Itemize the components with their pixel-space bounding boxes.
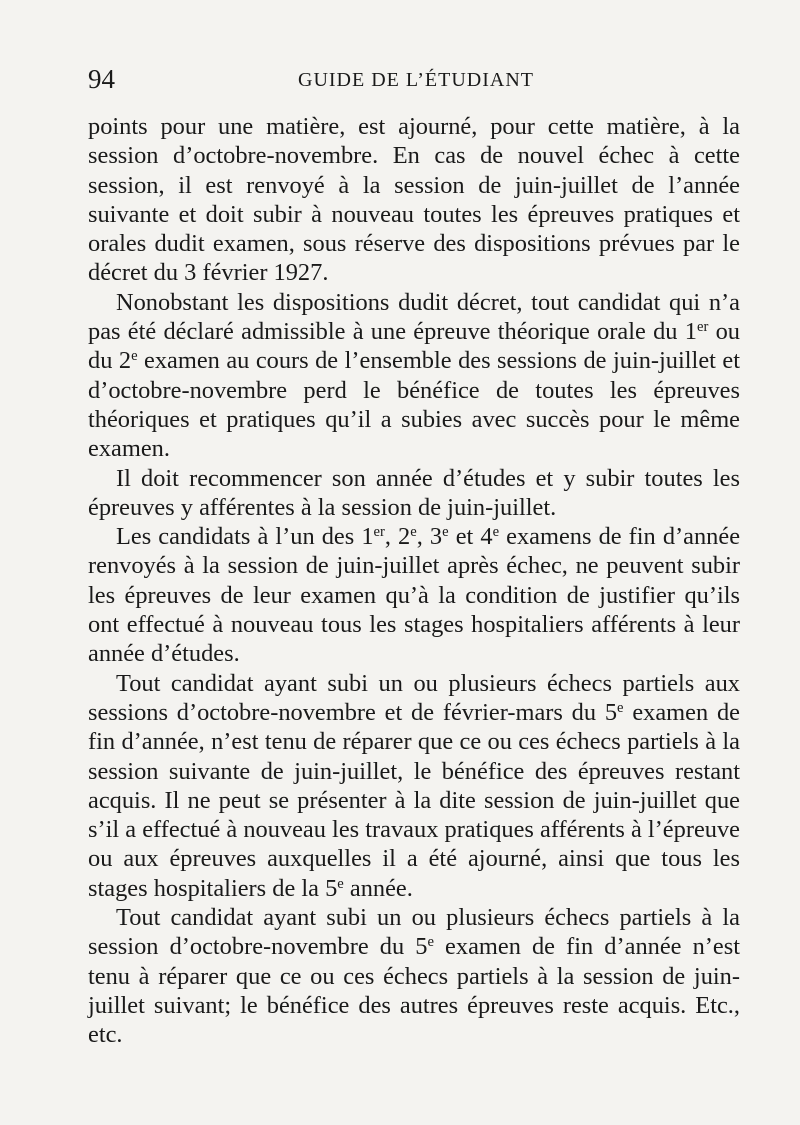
ordinal-superscript: e	[617, 699, 624, 716]
paragraph	[88, 464, 740, 523]
paragraph-text: , 3	[416, 523, 443, 551]
paragraph	[88, 903, 740, 1049]
paragraph-text: Tout candidat ayant subi un ou plusieurs échecs partiels aux sessions d’octobre-novembre et de février-mars du 5	[88, 669, 740, 726]
paragraph	[88, 522, 740, 668]
paragraph-text: points pour une matière, est ajourné, pour cette matière, à la session d’octobre-novembre. En cas de nouvel échec à cette session, il est renvoyé à la session de juin-juillet de l’année suivante et doit subir à nouveau toutes les épreuves pratiques et orales dudit examen, sous réserve des dispositions prévues par le décret du 3 février 1927.	[88, 113, 740, 287]
ordinal-superscript: e	[410, 524, 417, 541]
page-number: 94	[88, 64, 115, 94]
paragraph-text: année.	[343, 874, 413, 902]
paragraph-text: examen de fin d’année n’est tenu à réparer que ce ou ces échecs partiels à la session de juin-juillet suivant; le bénéfice des autres épreuves reste acquis. Etc., etc.	[88, 933, 740, 1049]
ordinal-superscript: e	[131, 348, 138, 365]
paragraph-text: et 4	[448, 523, 493, 551]
page-header	[88, 62, 740, 96]
paragraph	[88, 288, 740, 464]
body-text	[88, 112, 740, 1050]
paragraph-text: ou du 2	[88, 318, 740, 375]
ordinal-superscript: e	[442, 524, 449, 541]
paragraph-text: Tout candidat ayant subi un ou plusieurs échecs partiels à la session d’octobre-novembre du 5	[88, 904, 740, 961]
paragraph-text: examens de fin d’année renvoyés à la session de juin-juillet après échec, ne peuvent subir les épreuves de leur examen qu’à la condition de justifier qu’ils ont effectué à nouveau tous les stages hospitaliers afférents à leur année d’études.	[88, 523, 741, 668]
paragraph-text: examen au cours de l’ensemble des sessions de juin-juillet et d’octobre-novembre perd le bénéfice de toutes les épreuves théoriques et pratiques qu’il a subies avec succès pour le même examen.	[88, 347, 741, 463]
paragraph	[88, 112, 740, 288]
paragraph	[88, 669, 740, 903]
paragraph-text: examen de fin d’année, n’est tenu de réparer que ce ou ces échecs partiels à la session suivante de juin-juillet, le bénéfice des épreuves restant acquis. Il ne peut se présenter à la dite session de juin-juillet que s’il a effectué à nouveau les travaux pratiques afférents à l’épreuve ou aux épreuves auxquelles il a été ajourné, ainsi que tous les stages hospitaliers de la 5	[88, 698, 740, 902]
ordinal-superscript: e	[337, 875, 344, 892]
ordinal-superscript: er	[373, 524, 385, 541]
paragraph-text: Nonobstant les dispositions dudit décret, tout candidat qui n’a pas été déclaré admissible à une épreuve théorique orale du 1	[88, 288, 740, 346]
running-head: GUIDE DE L’ÉTUDIANT	[298, 69, 534, 91]
paragraph-text: Les candidats à l’un des 1	[116, 523, 374, 551]
ordinal-superscript: e	[427, 934, 434, 951]
paragraph-text: , 2	[384, 523, 411, 551]
ordinal-superscript: e	[492, 524, 500, 541]
paragraph-text: Il doit recommencer son année d’études et y subir toutes les épreuves y afférentes à la session de juin-juillet.	[88, 464, 740, 521]
ordinal-superscript: er	[696, 319, 709, 336]
